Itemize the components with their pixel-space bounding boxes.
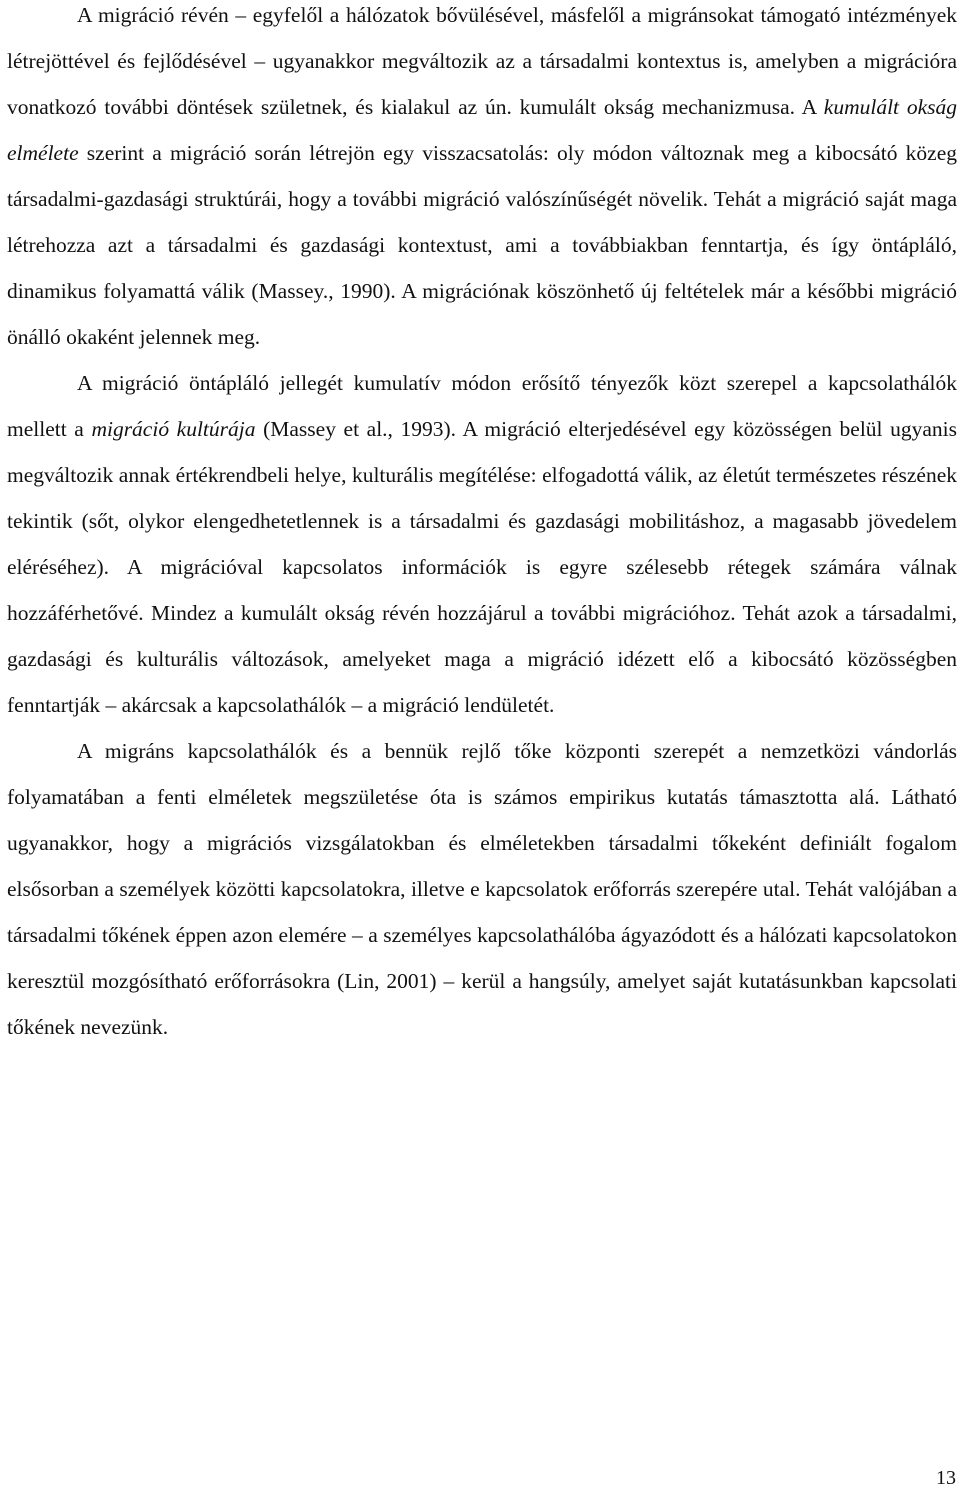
paragraph-network-capital bbox=[7, 728, 957, 1050]
paragraph-cumulative-causation bbox=[7, 0, 957, 360]
paragraph-text: (Massey et al., 1993). A migráció elterjedésével egy közösségen belül ugyanis megváltozik annak értékrendbeli helye, kulturális megítélése: elfogadottá válik, az életút természetes részének tekintik (sőt, olykor elengedhetetlennek is a társadalmi és gazdasági mobilitáshoz, a magasabb jövedelem eléréséhez). A migrációval kapcsolatos információk is egyre szélesebb rétegek számára válnak hozzáférhetővé. Mindez a kumulált okság révén hozzájárul a további migrációhoz. Tehát azok a társadalmi, gazdasági és kulturális változások, amelyeket maga a migráció idézett elő a kibocsátó közösségben fenntartják – akárcsak a kapcsolathálók – a migráció lendületét. bbox=[7, 417, 957, 717]
page-number: 13 bbox=[936, 1467, 956, 1489]
paragraph-text: A migráció öntápláló jellegét kumulatív módon erősítő tényezők közt szerepel a kapcsolathálók mellett a bbox=[7, 371, 957, 441]
paragraph-culture-of-migration bbox=[7, 360, 957, 728]
emphasized-term: migráció kultúrája bbox=[91, 417, 256, 441]
paragraph-text: szerint a migráció során létrejön egy visszacsatolás: oly módon változnak meg a kibocsátó közeg társadalmi-gazdasági struktúrái, hogy a további migráció valószínűségét növelik. Tehát a migráció saját maga létrehozza azt a társadalmi és gazdasági kontextust, ami a továbbiakban fenntartja, és így öntápláló, dinamikus folyamattá válik (Massey., 1990). A migrációnak köszönhető új feltételek már a későbbi migráció önálló okaként jelennek meg. bbox=[7, 141, 957, 349]
emphasized-term: kumulált okság elmélete bbox=[7, 95, 957, 165]
paragraph-text: A migráns kapcsolathálók és a bennük rejlő tőke központi szerepét a nemzetközi vándorlás folyamatában a fenti elméletek megszületése óta is számos empirikus kutatás támasztotta alá. Látható ugyanakkor, hogy a migrációs vizsgálatokban és elméletekben társadalmi tőkeként definiált fogalom elsősorban a személyek közötti kapcsolatokra, illetve e kapcsolatok erőforrás szerepére utal. Tehát valójában a társadalmi tőkének éppen azon elemére – a személyes kapcsolathálóba ágyazódott és a hálózati kapcsolatokon keresztül mozgósítható erőforrásokra (Lin, 2001) – kerül a hangsúly, amelyet saját kutatásunkban kapcsolati tőkének nevezünk. bbox=[7, 739, 957, 1039]
paragraph-text: A migráció révén – egyfelől a hálózatok bővülésével, másfelől a migránsokat támogató intézmények létrejöttével és fejlődésével – ugyanakkor megváltozik az a társadalmi kontextus is, amelyben a migrációra vonatkozó további döntések születnek, és kialakul az ún. kumulált okság mechanizmusa. A bbox=[7, 3, 957, 119]
document-body bbox=[7, 0, 957, 1050]
